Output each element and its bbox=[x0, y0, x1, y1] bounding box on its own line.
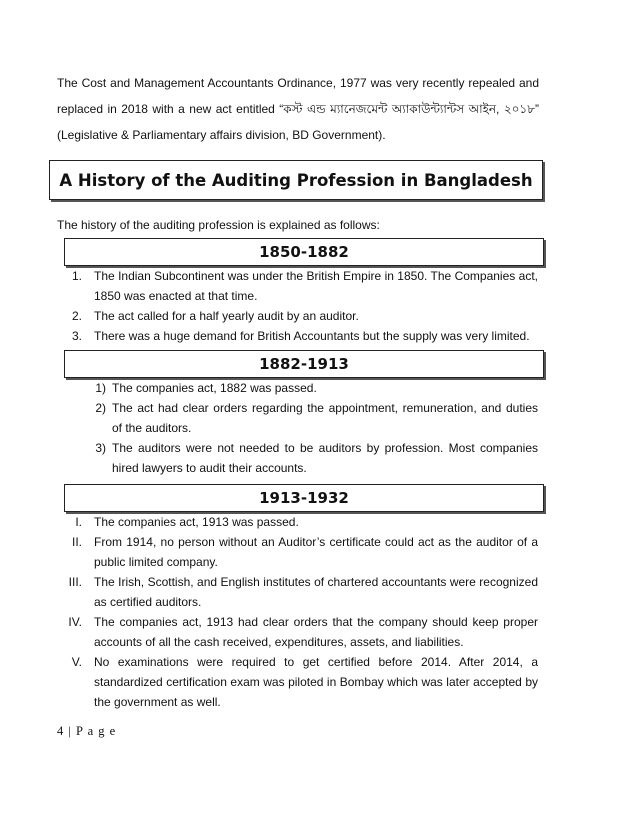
list-item-text: The companies act, 1913 had clear orders that the company should keep proper accounts of all the cash received, expenditures, assets, and liabilities. bbox=[94, 615, 538, 649]
period-heading-text: 1882-1913 bbox=[259, 355, 349, 373]
list-item-text: The act called for a half yearly audit by an auditor. bbox=[94, 309, 359, 323]
page-number-footer: 4 | P a g e bbox=[57, 724, 117, 738]
period-list-1882-1913 bbox=[95, 378, 538, 478]
list-item-text: The Irish, Scottish, and English institutes of chartered accountants were recognized as certified auditors. bbox=[94, 575, 538, 609]
list-marker: 3) bbox=[95, 441, 106, 455]
section-title-box bbox=[49, 160, 543, 200]
list-item bbox=[71, 652, 538, 712]
list-marker: III. bbox=[68, 575, 82, 589]
list-marker: 2. bbox=[71, 309, 82, 323]
period-heading-1882-1913 bbox=[64, 350, 544, 378]
list-item bbox=[95, 378, 538, 398]
period-list-1913-1932 bbox=[68, 512, 538, 712]
list-item bbox=[71, 306, 538, 326]
list-item bbox=[68, 572, 538, 612]
list-marker: II. bbox=[71, 535, 82, 549]
list-item-text: From 1914, no person without an Auditor’s certificate could act as the auditor of a public limited company. bbox=[94, 535, 538, 569]
list-marker: IV. bbox=[68, 615, 82, 629]
period-heading-text: 1850-1882 bbox=[259, 243, 349, 261]
list-marker: 3. bbox=[71, 329, 82, 343]
list-item bbox=[95, 398, 538, 438]
list-item-text: The auditors were not needed to be auditors by profession. Most companies hired lawyers to audit their accounts. bbox=[112, 441, 538, 475]
list-item bbox=[75, 512, 538, 532]
list-marker: V. bbox=[71, 655, 82, 669]
list-item-text: The companies act, 1913 was passed. bbox=[94, 515, 299, 529]
period-list-1850-1882 bbox=[71, 266, 538, 346]
period-heading-1850-1882 bbox=[64, 238, 544, 266]
list-item-text: No examinations were required to get certified before 2014. After 2014, a standardized certification exam was piloted in Bombay which was later accepted by the government as well. bbox=[94, 655, 538, 709]
intro-paragraph: The Cost and Management Accountants Ordinance, 1977 was very recently repealed and replaced in 2018 with a new act entitled “কস্ট এন্ড ম্যানেজমেন্ট অ্যাকাউন্ট্যান্টস আইন, ২০১৮” (Legislative & Parliamentary affairs division, BD Government). bbox=[57, 76, 539, 142]
list-item bbox=[95, 438, 538, 478]
list-item-text: There was a huge demand for British Accountants but the supply was very limited. bbox=[94, 329, 530, 343]
list-item-text: The Indian Subcontinent was under the British Empire in 1850. The Companies act, 1850 was enacted at that time. bbox=[94, 269, 538, 303]
list-marker: 1) bbox=[95, 381, 106, 395]
list-item-text: The act had clear orders regarding the appointment, remuneration, and duties of the auditors. bbox=[112, 401, 538, 435]
period-heading-1913-1932 bbox=[64, 484, 544, 512]
period-heading-text: 1913-1932 bbox=[259, 489, 349, 507]
lead-text: The history of the auditing profession is explained as follows: bbox=[57, 218, 380, 232]
list-item bbox=[71, 266, 538, 306]
list-marker: 1. bbox=[71, 269, 82, 283]
list-marker: 2) bbox=[95, 401, 106, 415]
list-item bbox=[71, 326, 538, 346]
list-item-text: The companies act, 1882 was passed. bbox=[112, 381, 317, 395]
section-title: A History of the Auditing Profession in Bangladesh bbox=[59, 170, 533, 190]
list-item bbox=[68, 612, 538, 652]
list-marker: I. bbox=[75, 515, 82, 529]
list-item bbox=[71, 532, 538, 572]
